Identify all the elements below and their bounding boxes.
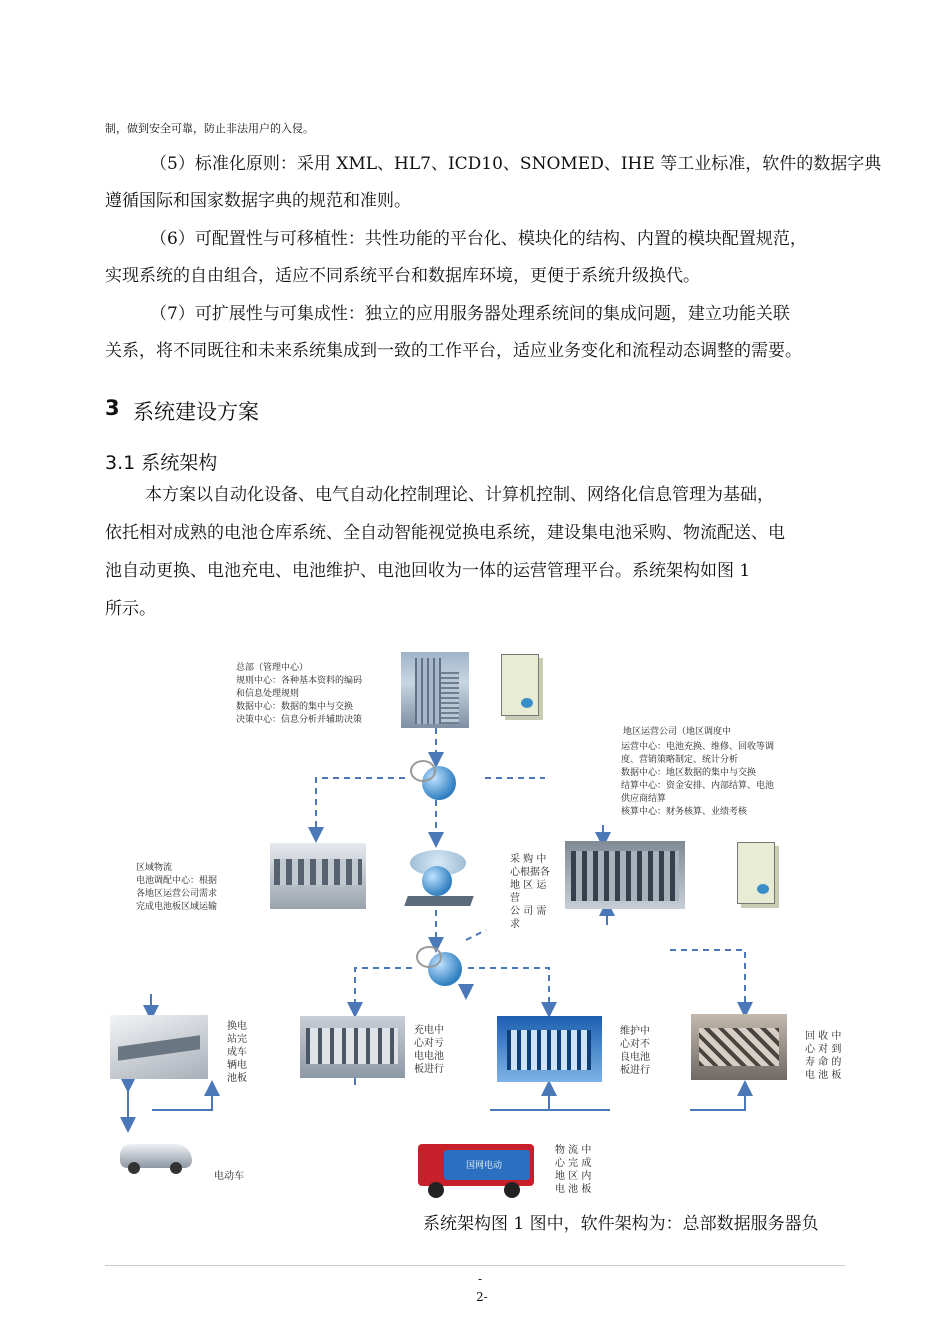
caption-line: 系统架构图 1 图中，软件架构为：总部数据服务器负 [423, 1214, 819, 1234]
regional-description: 运营中心：电池充换、维修、回收等调 度、营销策略制定、统计分析 数据中心：地区数据的集中与交换 结算中心：资金安排、内部结算、电池 供应商结算 核算中心：财务核算、业绩考核 [621, 742, 775, 817]
footer-divider [105, 1265, 845, 1266]
recycle-description: 回 收 中 心 对 到 寿 命 的 电 池 板 [805, 1031, 842, 1081]
para5-line2: 遵循国际和国家数据字典的规范和准则。 [105, 191, 411, 211]
network-globe-icon-2 [412, 944, 472, 988]
electric-car-image [118, 1136, 194, 1176]
hq-description: 总部（管理中心） 规则中心：各种基本资料的编码 和信息处理规则 数据中心：数据的集中与交换 决策中心：信息分析并辅助决策 [236, 663, 363, 725]
architecture-diagram [0, 640, 950, 1210]
battery-rack-image [565, 841, 685, 909]
recycle-center-image [691, 1014, 787, 1080]
swap-robot-image [400, 846, 480, 912]
logistics-truck-image [414, 1140, 538, 1202]
para5-line1: （5）标准化原则：采用 XML、HL7、ICD10、SNOMED、IHE 等工业标准，软件的数据字典 [150, 154, 882, 174]
purchase-description: 采 购 中 心根据各 地 区 运 营 公 司 需 求 [510, 854, 550, 930]
subsection-label: 3.1 系统架构 [105, 452, 218, 474]
network-globe-icon [406, 758, 466, 802]
hq-building-image [401, 652, 469, 728]
section-number: 3 [105, 396, 120, 420]
maintain-description: 维护中 心对不 良电池 板进行 [620, 1026, 650, 1076]
charging-center-image [300, 1016, 405, 1078]
section-title: 系统建设方案 [133, 400, 259, 424]
para7-line2: 关系，将不同既往和未来系统集成到一致的工作平台，适应业务变化和流程动态调整的需要。 [105, 341, 802, 361]
arrow-globe2-charge [355, 968, 412, 1010]
footer-dash: - [478, 1272, 483, 1286]
regional-server-icon [733, 838, 783, 908]
para6-line1: （6）可配置性与可移植性：共性功能的平台化、模块化的结构、内置的模块配置规范， [150, 229, 807, 249]
logistics-description: 区域物流 电池调配中心：根据 各地区运营公司需求 完成电池板区域运输 [136, 863, 218, 912]
warehouse-image [270, 843, 366, 909]
hq-server-icon [497, 650, 545, 720]
body-line1: 本方案以自动化设备、电气自动化控制理论、计算机控制、网络化信息管理为基础， [145, 485, 774, 505]
maintenance-center-image [497, 1016, 602, 1082]
logistics-center-description: 物 流 中 心 完 成 地 区 内 电 池 板 [555, 1145, 592, 1195]
para6-line2: 实现系统的自由组合，适应不同系统平台和数据库环境，更便于系统升级换代。 [105, 266, 700, 286]
body-line3: 池自动更换、电池充电、电池维护、电池回收为一体的运营管理平台。系统架构如图 1 [105, 561, 751, 581]
truck-logo: 国网电动 [466, 1161, 503, 1171]
swap-description: 换电 站完 成车 辆电 池板 [227, 1021, 247, 1084]
charge-description: 充电中 心对亏 电电池 板进行 [414, 1025, 444, 1075]
ev-label: 电动车 [214, 1171, 244, 1182]
body-line4: 所示。 [105, 599, 156, 619]
body-line2: 依托相对成熟的电池仓库系统、全自动智能视觉换电系统，建设集电池采购、物流配送、电 [105, 523, 785, 543]
arrow-globe2-maintain [468, 968, 549, 1010]
para7-line1: （7）可扩展性与可集成性：独立的应用服务器处理系统间的集成问题，建立功能关联 [150, 304, 790, 324]
diagram-arrows [0, 640, 950, 1210]
page-number: 2- [476, 1290, 488, 1304]
arrow-globe-logistics [316, 778, 405, 835]
regional-title: 地区运营公司（地区调度中 [623, 727, 732, 737]
swap-station-image [110, 1015, 208, 1079]
subsection-title [105, 448, 217, 475]
top-line: 制，做到安全可靠，防止非法用户的入侵。 [105, 122, 314, 135]
arrow-to-recycle [670, 950, 745, 1010]
